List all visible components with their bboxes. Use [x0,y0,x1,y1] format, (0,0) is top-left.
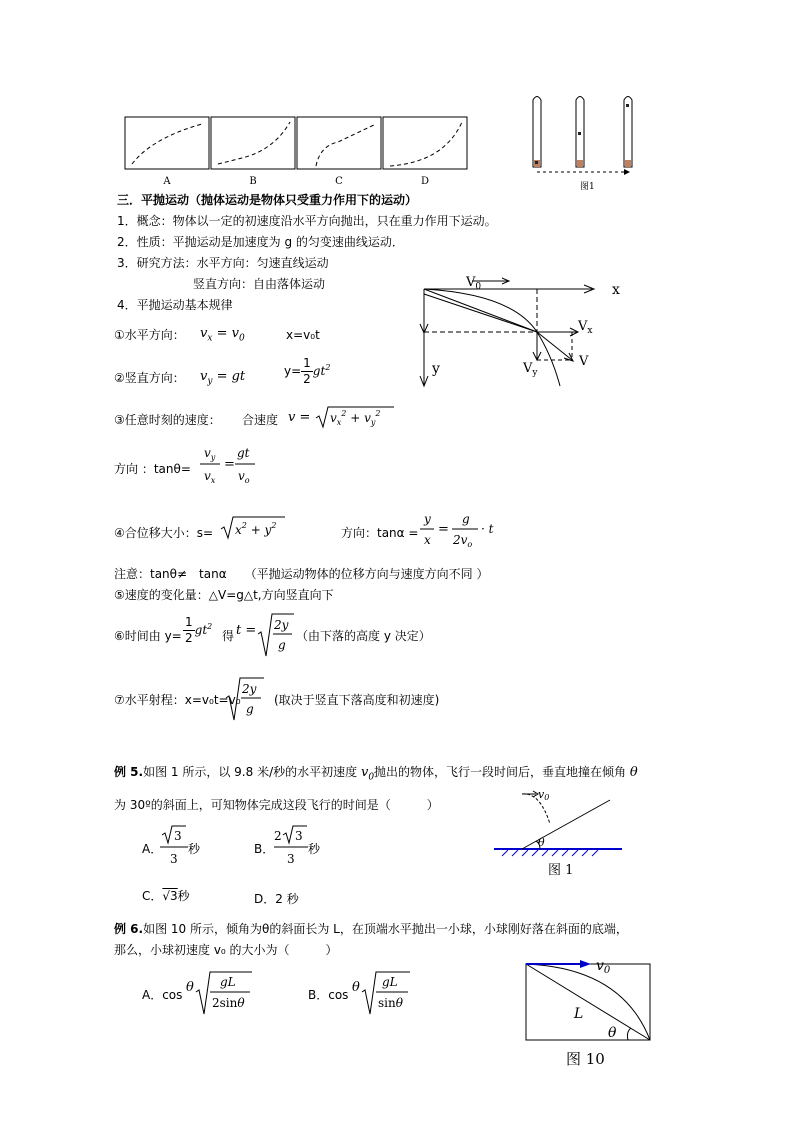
example-5-option-c[interactable]: C．√3秒 [142,889,190,903]
y-axis-label: y [432,361,440,377]
svg-text:3: 3 [170,852,178,866]
svg-text:2: 2 [274,829,282,843]
v0-label: $V_0$ [466,275,482,292]
rule-4-label: ④合位移大小：s= [114,526,214,540]
svg-text:θ: θ [186,980,194,995]
example-6-line-2: 那么，小球初速度 v₀ 的大小为（ ） [114,943,338,957]
rule-6-tail: （由下落的高度 y 决定） [296,629,431,643]
bead-3 [626,104,629,107]
bead-1 [535,161,538,164]
example-6-line-1: 例 6.如图 10 所示，倾角为θ的斜面长为 L，在顶端水平抛出一小球，小球刚好落在斜面的底端， [114,922,628,936]
rule-6-label: ⑥时间由 y= [114,629,182,643]
example-5-option-b[interactable]: B． [254,842,275,856]
svg-text:vy: $v_y$ [204,446,216,462]
trajectory-figure [412,276,632,391]
svg-text:θ: θ [538,836,545,849]
svg-text:=: = [224,457,235,472]
rule-3-speed-formula [288,405,398,433]
example-5-incline-figure [492,784,627,880]
rule-2-y-formula: y= $\frac{1}{2}$ $gt^2$ [284,356,331,386]
svg-text:x: x [424,533,431,547]
svg-text:v0: $v_0$ [596,958,611,976]
rule-7-range-formula [226,676,276,726]
svg-text:gL: gL [382,975,398,989]
tube-1 [533,97,541,168]
svg-text:θ: θ [352,980,360,995]
rule-2-label: ②竖直方向： [114,371,185,385]
svg-text:3: 3 [174,829,182,843]
svg-text:v =: v = [288,410,311,425]
panel-a-curve [132,124,202,164]
section-heading: 三．平抛运动（抛体运动是物体只受重力作用下的运动） [117,193,418,207]
tube-3 [624,97,632,168]
example-6-incline-figure [522,956,657,1072]
rule-3-sub: 合速度 [242,413,279,427]
panel-label-b: B [249,176,257,187]
example-6-figure-caption: 图 10 [566,1050,605,1068]
rule-1-x-formula: x=v₀t [286,328,320,342]
rule-6-mid: 得 [222,629,235,643]
svg-text:L: L [574,1006,584,1022]
rule-7-tail: (取决于竖直下落高度和初速度) [274,693,440,707]
panel-b-frame [211,117,295,169]
svg-text:g: g [462,512,470,526]
panel-c-frame [297,117,381,169]
panel-d-frame [383,117,467,169]
rule-2-vy-formula: $v_y$ = gt [200,369,246,387]
rule-5-line: ⑤速度的变化量：△V=g△t,方向竖直向下 [114,588,334,602]
property-line: 2．性质：平抛运动是加速度为 g 的匀变速曲线运动． [117,235,404,249]
svg-text:gL: gL [220,975,236,989]
svg-text:y: y [424,512,431,526]
example-5-figure-caption: 图 1 [548,863,574,878]
basic-rules-heading: 4．平抛运动基本规律 [117,298,233,312]
tubes-figure [528,92,638,192]
svg-text:x2 + y2: $x^2 + y^2$ [235,521,277,537]
method-vertical-line: 竖直方向：自由落体运动 [193,277,326,291]
vy-label: $V_y$ [523,361,538,378]
svg-text:sinθ: sinθ [378,996,403,1010]
tube-2 [576,97,584,168]
svg-text:t =: t = [236,623,257,638]
svg-text:g: g [246,702,254,716]
rule-1-label: ①水平方向： [114,328,185,342]
rule-7-label: ⑦水平射程：x=v₀t=v₀ [114,693,241,707]
svg-text:vx: $v_x$ [204,469,216,485]
svg-text:3: 3 [287,852,295,866]
svg-text:v0: v0 [538,788,550,802]
example-5-unit-b: 秒 [308,842,321,856]
svg-text:2y: 2y [242,682,257,696]
svg-text:2sinθ: 2sinθ [212,996,245,1010]
example-5-line-1: 例 5.如图 1 所示，以 9.8 米/秒的水平初速度 $v_0$抛出的物体，飞行一段时间后，垂直地撞在倾角 θ [114,765,638,783]
panel-label-d: D [420,176,430,187]
example-5-unit-a: 秒 [188,842,201,856]
rule-4-direction-label: 方向：tanα = [341,526,419,540]
rule-4-displacement-formula [221,514,291,542]
rule-1-vx-formula: $v_x = v_0$ [200,326,245,344]
svg-text:vo: $v_o$ [238,469,250,485]
method-line: 3．研究方法：水平方向：匀速直线运动 [117,256,329,270]
svg-text:gt: gt [237,446,250,460]
example-5-option-d[interactable]: D．2 秒 [254,892,299,906]
panel-c-curve [316,124,376,166]
curve-panels-figure [124,116,474,188]
svg-text:g: g [278,638,286,652]
bead-2 [578,132,581,135]
tube-caption: 图1 [580,182,595,192]
concept-line: 1．概念：物体以一定的初速度沿水平方向抛出，只在重力作用下运动。 [117,214,497,228]
example-6-option-a[interactable]: A．cos [142,988,183,1002]
direction-label: 方向 ：tanθ= [114,462,191,476]
rule-6-y-formula: $\frac{1}{2}$ $gt^2$ [185,615,213,645]
direction-formula [200,444,270,492]
svg-text:· t: · t [481,522,494,536]
svg-text:3: 3 [295,829,303,843]
svg-text:=: = [438,522,449,537]
svg-text:θ: θ [608,1025,617,1041]
rule-3-label: ③任意时刻的速度： [114,413,221,427]
example-6-option-a-value [186,970,254,1018]
x-axis-label: x [612,282,620,298]
svg-text:2y: 2y [274,618,289,632]
svg-text:vx2 + vy2: $v_x^2 + v_y^2$ [330,409,381,427]
note-line: 注意：tanθ≠ tanα （平抛运动物体的位移方向与速度方向不同 ） [114,567,489,581]
rule-6-time-formula [236,612,296,662]
example-6-option-b-value [352,970,412,1018]
panel-label-c: C [335,176,343,187]
panel-label-a: A [163,176,171,187]
example-5-line-2: 为 30º的斜面上，可知物体完成这段飞行的时间是（ ） [114,798,439,812]
rule-4-direction-formula [420,510,510,556]
panel-a-frame [125,117,209,169]
v-label: V [579,354,589,369]
example-5-option-a[interactable]: A． [142,842,163,856]
example-6-option-b[interactable]: B．cos [308,988,349,1002]
panel-b-curve [218,122,290,164]
vx-label: $V_x$ [578,319,593,336]
svg-text:2vo: $2v_o$ [453,533,473,549]
panel-d-curve [390,122,462,166]
